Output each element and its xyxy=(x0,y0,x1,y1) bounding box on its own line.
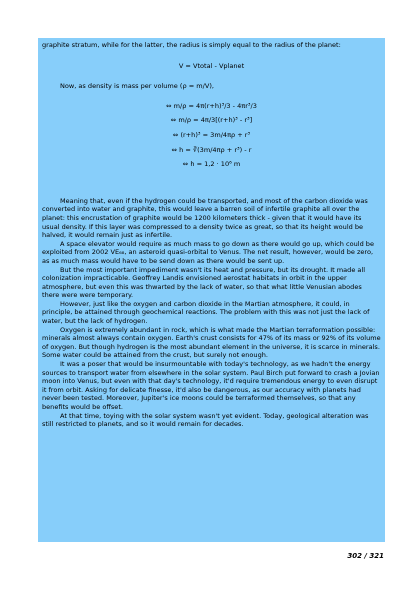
volume-equation: V = Vtotal - Vplanet xyxy=(178,61,245,70)
body-paragraph: A space elevator would require as much mass to go down as there would go up, which could be exploited from 2002 VE₆₈, an asteroid quasi-orbital to Venus. The net result, however, would be zero, as as much mass would have to be send down as there would be sent up. xyxy=(42,239,374,265)
body-paragraph: But the most important impediment wasn't its heat and pressure, but its drought. It made all colonization impracticable. Geoffrey Landis envisioned aerostat habitats in orbit in the upper atmosphere, but even this was thwarted by the lack of water, so that what little Venusian abodes there were were temporary. xyxy=(42,265,366,300)
derivation-step: ⇔ h = ∛(3m/4πρ + r³) - r xyxy=(171,145,252,154)
body-paragraph: Meaning that, even if the hydrogen could be transported, and most of the carbon dioxide was converted into water and graphite, this would leave a barren soil of infertile graphite all over the planet: this encrustation of graphite would be 1200 kilometers thick - given that it would have its usual density. If this layer was compressed to a density twice as great, so that its height would be halved, it would remain just as infertile. xyxy=(42,196,368,240)
derivation-step: ⇔ h = 1,2 · 10⁶ m xyxy=(182,160,241,169)
spacer xyxy=(42,175,381,197)
body-paragraph: However, just like the oxygen and carbon dioxide in the Martian atmosphere, it could, in principle, be attained through geochemical reactions. The problem with this was not just the lack of water, but the lack of hydrogen. xyxy=(42,299,370,326)
page-number: 302 / 321 xyxy=(347,552,384,560)
derivation-step: ⇔ (r+h)³ = 3m/4πρ + r³ xyxy=(172,130,251,139)
derivation-step: ⇔ m/ρ = 4π/3[(r+h)³ - r³] xyxy=(170,116,253,125)
text-box xyxy=(38,38,385,542)
derivation-block xyxy=(42,102,381,169)
body-paragraph: At that time, toying with the solar system wasn't yet evident. Today, geological alteration was still restricted to planets, and so it would remain for decades. xyxy=(42,411,369,429)
body-paragraph: It was a poser that would be insurmountable with today's technology, as we hadn't the energy sources to transport water from elsewhere in the solar system. Paul Birch put forward to crash a Jovian moon into Venus, but even with that day's technology, it'd require tremendous energy to even disrupt it from orbit. Asking for delicate finesse, it'd also be dangerous, as our accuracy with planets had never been tested. Moreover, Jupiter's ice moons could be terraformed themselves, so that any benefits would be offset. xyxy=(42,360,380,411)
density-intro: Now, as density is mass per volume (ρ = m/V), xyxy=(60,82,214,91)
derivation-step: ⇔ m/ρ = 4π(r+h)³/3 - 4πr³/3 xyxy=(166,101,257,110)
body-paragraph: Oxygen is extremely abundant in rock, which is what made the Martian terraformation possible: minerals almost always contain oxygen. Earth's crust consists for 47% of its mass or 92% of its volume of oxygen. But though hydrogen is the most abundant element in the universe, it is scarce in minerals. Some water could be attained from the crust, but surely not enough. xyxy=(42,325,381,360)
lead-paragraph: graphite stratum, while for the latter, the radius is simply equal to the radius of the planet: xyxy=(42,41,341,49)
